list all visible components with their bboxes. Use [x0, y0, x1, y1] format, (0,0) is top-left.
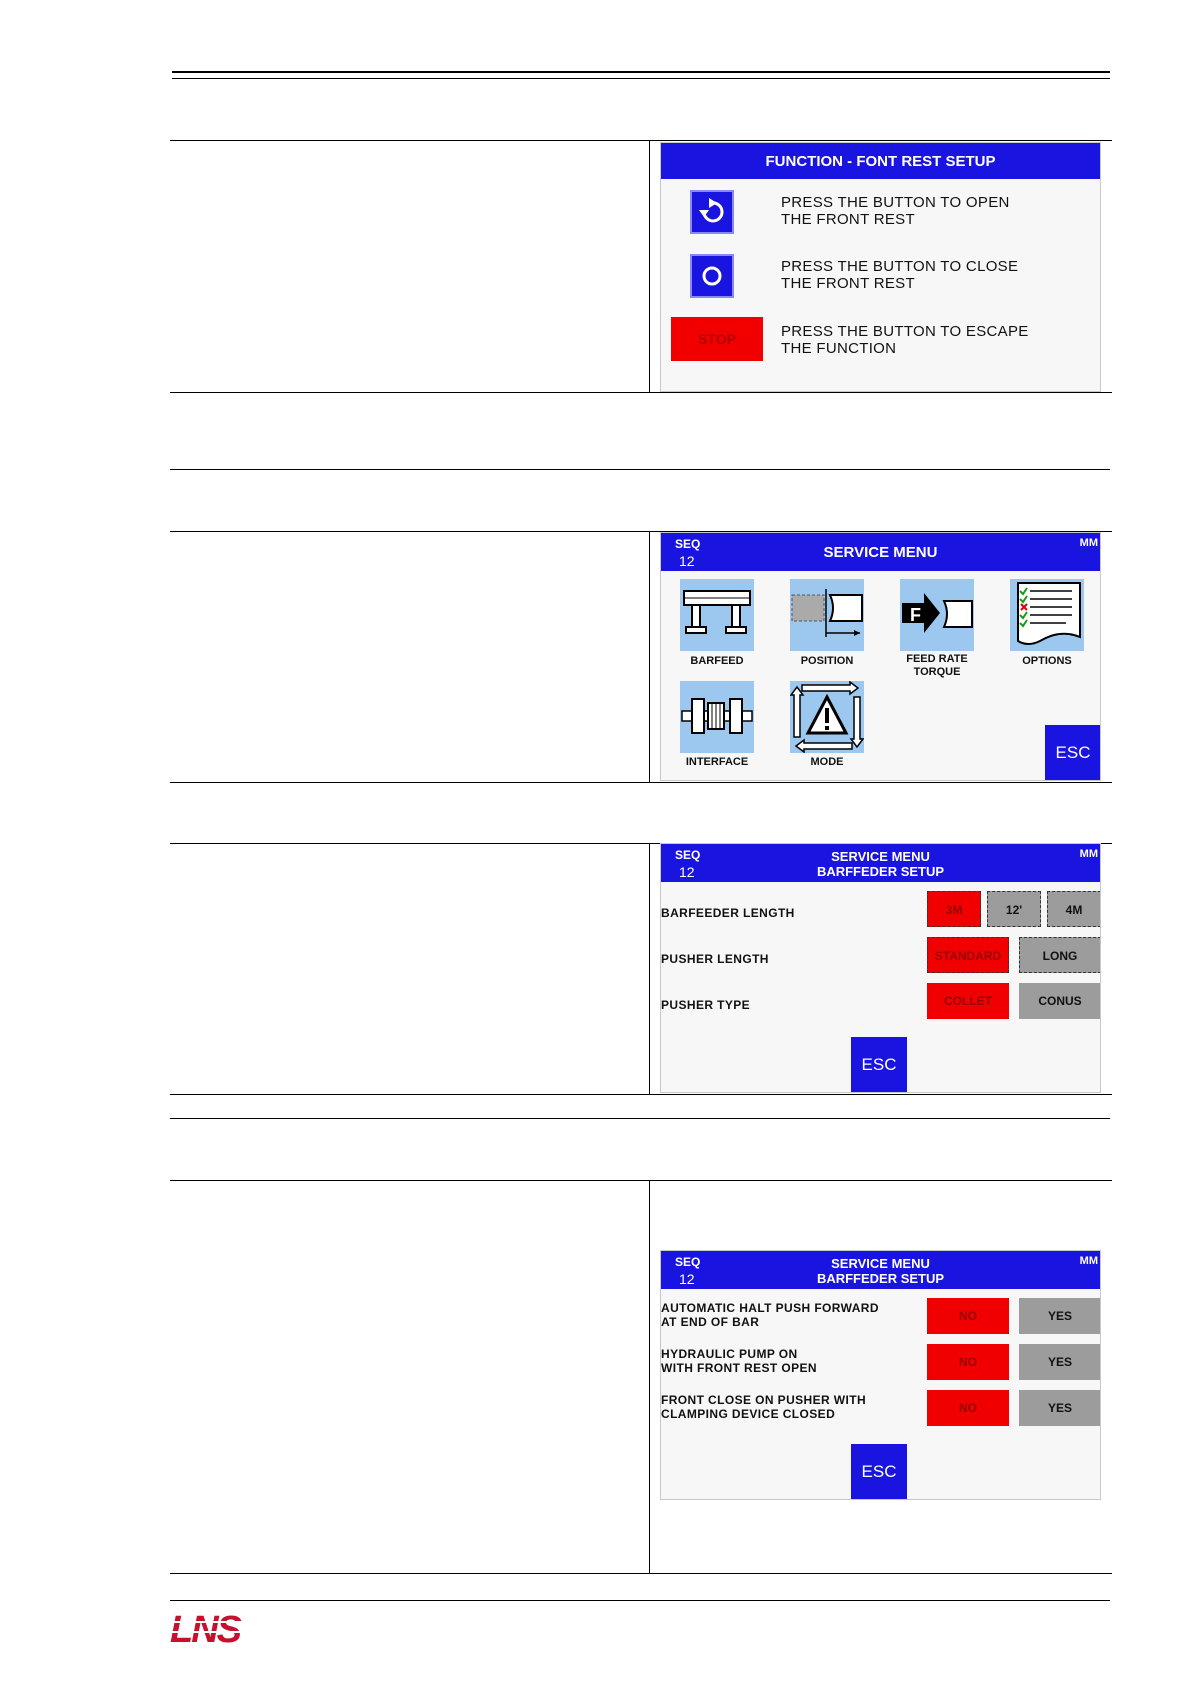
hydraulic-pump-label-2: WITH FRONT REST OPEN [661, 1361, 817, 1375]
section2-top-rule-1 [170, 469, 1110, 470]
front-close-yes[interactable]: YES [1019, 1390, 1101, 1426]
top-rule-thin [172, 78, 1110, 79]
unit-label: MM [1079, 1255, 1098, 1267]
position-icon [790, 579, 864, 651]
open-text-1: PRESS THE BUTTON TO OPEN [781, 194, 1010, 211]
footer-rule [170, 1600, 1110, 1601]
section1-divider [649, 140, 650, 392]
feed-rate-label-1: FEED RATE [906, 653, 968, 665]
panel-title: SERVICE MENU [823, 544, 938, 561]
section4-top-rule [170, 1180, 1112, 1181]
hydraulic-pump-no[interactable]: NO [927, 1344, 1009, 1380]
open-rest-button[interactable] [690, 190, 734, 234]
section4-top-rule-1 [170, 1118, 1110, 1119]
barfeed-tile[interactable] [680, 579, 754, 651]
esc-button[interactable]: ESC [1045, 725, 1101, 781]
section3-bottom-rule [170, 1094, 1112, 1095]
top-rule [172, 71, 1110, 73]
escape-text-1: PRESS THE BUTTON TO ESCAPE [781, 323, 1029, 340]
seq-label: SEQ [675, 537, 701, 551]
close-instruction [781, 258, 1018, 292]
esc-button[interactable]: ESC [851, 1037, 907, 1093]
option-collet[interactable]: COLLET [927, 983, 1009, 1019]
front-close-label-2: CLAMPING DEVICE CLOSED [661, 1407, 836, 1421]
service-menu-panel [660, 532, 1101, 781]
unit-label: MM [1079, 537, 1098, 549]
auto-halt-label [661, 1301, 879, 1329]
mode-label: MODE [810, 756, 844, 768]
option-4m[interactable]: 4M [1047, 891, 1101, 927]
options-tile[interactable] [1010, 579, 1084, 651]
close-text-1: PRESS THE BUTTON TO CLOSE [781, 258, 1019, 275]
seq-value: 12 [679, 864, 695, 880]
seq-label: SEQ [675, 1255, 701, 1269]
feed-rate-label-2: TORQUE [913, 666, 961, 678]
pusher-type-label: PUSHER TYPE [661, 998, 751, 1012]
option-standard[interactable]: STANDARD [927, 937, 1009, 973]
hydraulic-pump-label-1: HYDRAULIC PUMP ON [661, 1347, 798, 1361]
section1-bottom-rule [170, 392, 1112, 393]
options-label: OPTIONS [1022, 655, 1072, 667]
section2-bottom-rule [170, 782, 1112, 783]
rotate-icon [692, 192, 732, 232]
barfeeder-setup-panel [660, 843, 1101, 1093]
close-text-2: THE FRONT REST [781, 275, 915, 292]
panel-title: FUNCTION - FONT REST SETUP [765, 153, 996, 170]
auto-halt-yes[interactable]: YES [1019, 1298, 1101, 1334]
lns-logo [170, 1608, 290, 1653]
escape-text-2: THE FUNCTION [781, 340, 897, 357]
mode-tile[interactable] [790, 681, 864, 753]
open-text-2: THE FRONT REST [781, 211, 915, 228]
svg-text:F: F [910, 605, 921, 625]
panel-header [661, 143, 1100, 179]
barfeeder-options-panel [660, 1250, 1101, 1500]
panel-header [661, 1251, 1100, 1289]
option-3m[interactable]: 3M [927, 891, 981, 927]
seq-label: SEQ [675, 848, 701, 862]
lns-logo-mark [170, 1608, 290, 1648]
panel-header [661, 844, 1100, 882]
option-12ft[interactable]: 12' [987, 891, 1041, 927]
pusher-length-label: PUSHER LENGTH [661, 952, 769, 966]
front-close-label [661, 1393, 866, 1421]
interface-label: INTERFACE [685, 756, 749, 768]
hydraulic-pump-yes[interactable]: YES [1019, 1344, 1101, 1380]
auto-halt-label-2: AT END OF BAR [661, 1315, 760, 1329]
svg-text:LNS: LNS [170, 1609, 240, 1648]
barfeed-icon [680, 579, 754, 651]
close-rest-button[interactable] [690, 254, 734, 298]
seq-value: 12 [679, 553, 695, 569]
auto-halt-no[interactable]: NO [927, 1298, 1009, 1334]
barfeeder-length-label: BARFEEDER LENGTH [661, 906, 795, 920]
front-close-no[interactable]: NO [927, 1390, 1009, 1426]
seq-value: 12 [679, 1271, 695, 1287]
panel-title-1: SERVICE MENU [831, 849, 930, 864]
panel-header [661, 533, 1100, 571]
feed-rate-icon [900, 579, 974, 651]
options-checklist-icon [1010, 579, 1084, 651]
esc-button[interactable]: ESC [851, 1444, 907, 1500]
section4-bottom-rule [170, 1573, 1112, 1574]
unit-label: MM [1079, 848, 1098, 860]
stop-button[interactable]: STOP [671, 317, 763, 361]
interface-icon [680, 681, 754, 753]
front-rest-panel [660, 142, 1101, 392]
barfeed-label: BARFEED [690, 655, 744, 667]
section1-top-rule [170, 140, 1112, 141]
panel-title-1: SERVICE MENU [831, 1256, 930, 1271]
auto-halt-label-1: AUTOMATIC HALT PUSH FORWARD [661, 1301, 879, 1315]
circle-icon [692, 256, 732, 296]
feed-rate-tile[interactable] [900, 579, 974, 651]
mode-warning-icon [790, 681, 864, 753]
interface-tile[interactable] [680, 681, 754, 753]
panel-title-2: BARFFEDER SETUP [816, 1271, 945, 1286]
option-conus[interactable]: CONUS [1019, 983, 1101, 1019]
escape-instruction [781, 323, 1029, 357]
panel-title-2: BARFFEDER SETUP [816, 864, 945, 879]
feed-rate-label [887, 653, 987, 679]
section4-divider [649, 1180, 650, 1573]
hydraulic-pump-label [661, 1347, 817, 1375]
position-label: POSITION [800, 655, 854, 667]
position-tile[interactable] [790, 579, 864, 651]
option-long[interactable]: LONG [1019, 937, 1101, 973]
section3-divider [649, 843, 650, 1094]
section2-divider [649, 531, 650, 782]
front-close-label-1: FRONT CLOSE ON PUSHER WITH [661, 1393, 867, 1407]
open-instruction [781, 194, 1010, 228]
